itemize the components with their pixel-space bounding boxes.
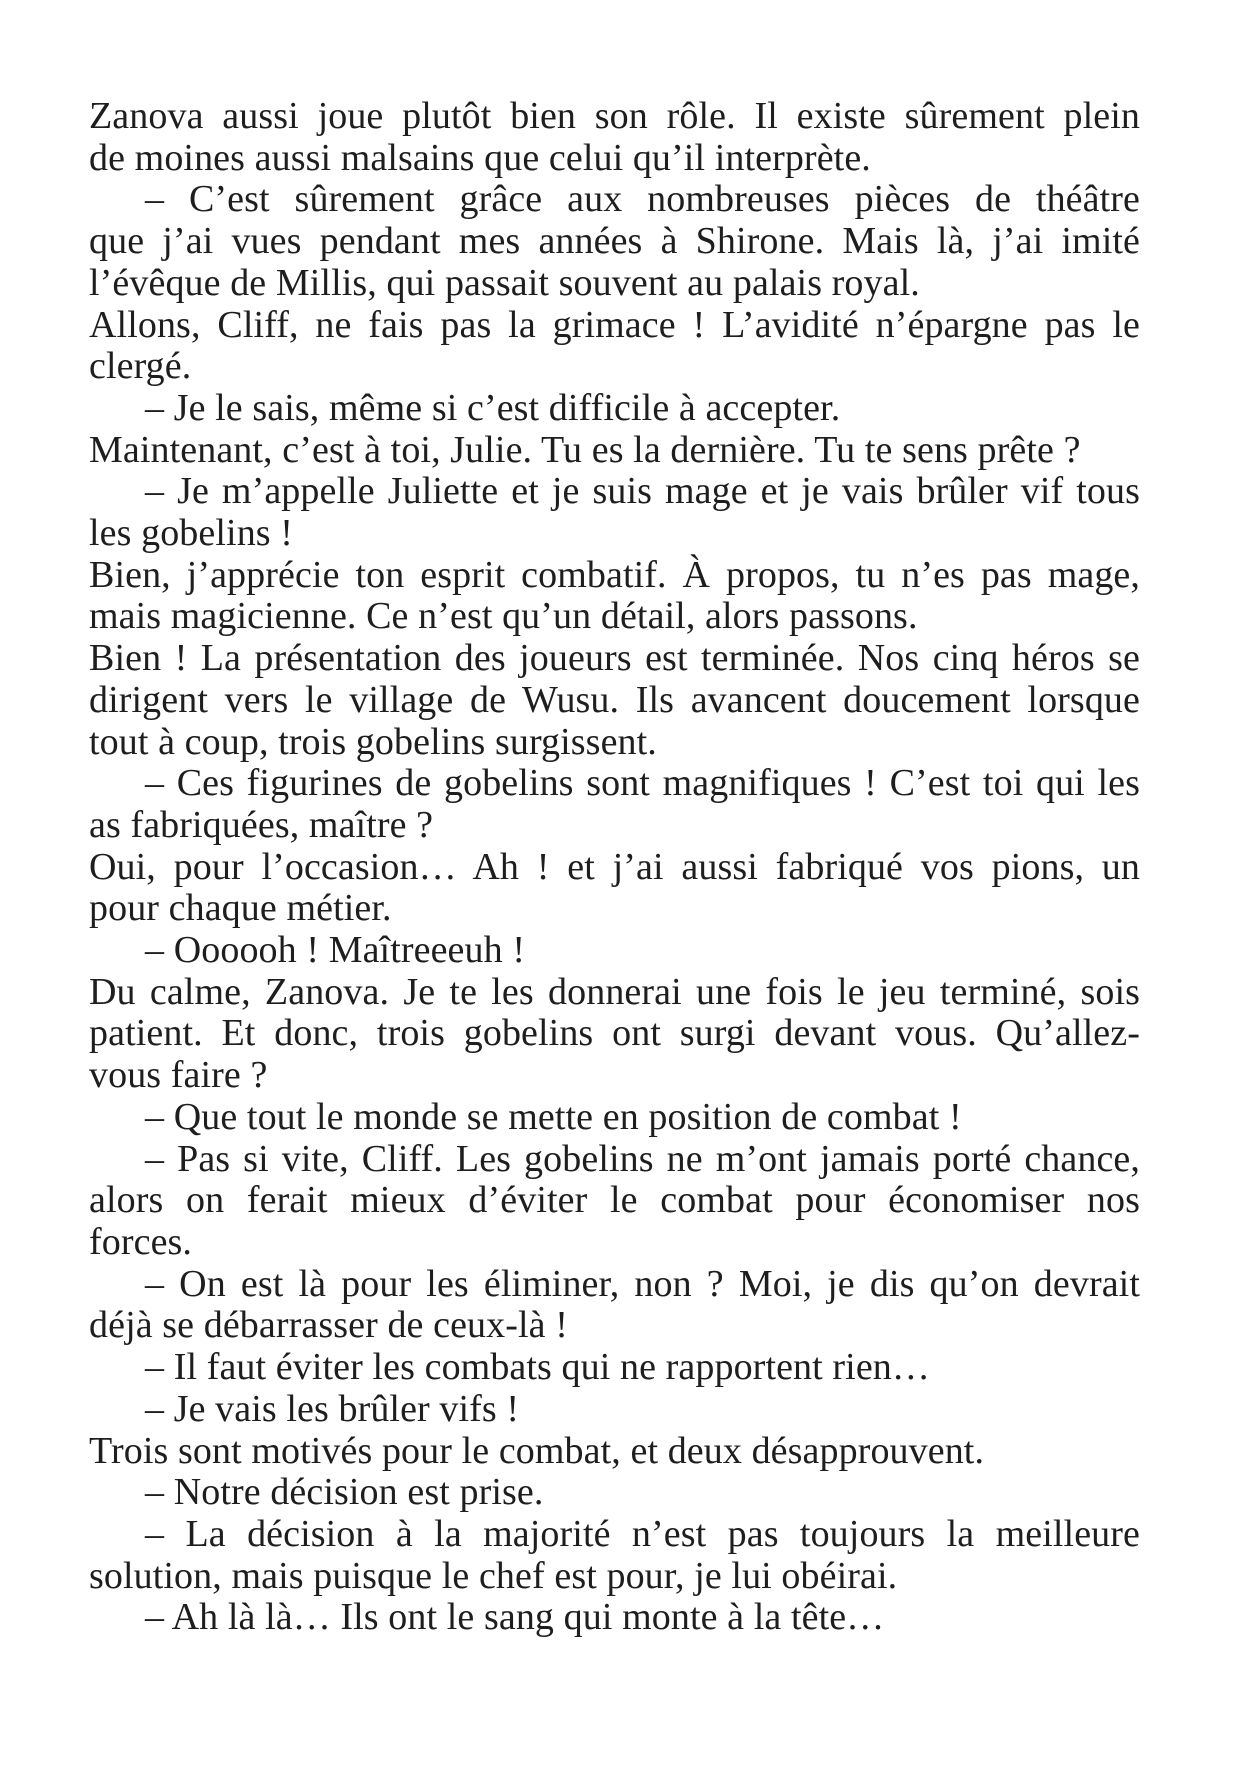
text-line: – Que tout le monde se mette en position de combat ! — [145, 1095, 962, 1138]
text-line: vous faire ? — [89, 1054, 268, 1097]
text-line: forces. — [89, 1220, 193, 1263]
text-line: Zanova aussi joue plutôt bien son rôle. Il existe sûrement plein — [89, 95, 1140, 137]
paragraph-dialogue — [89, 1597, 1140, 1639]
text-line: – Pas si vite, Cliff. Les gobelins ne m’ont jamais porté chance, — [145, 1137, 1140, 1180]
paragraph-dialogue — [89, 763, 1140, 846]
text-line: – Il faut éviter les combats qui ne rapportent rien… — [145, 1346, 930, 1389]
text-line: solution, mais puisque le chef est pour, je lui obéirai. — [89, 1554, 898, 1597]
paragraph-narration — [89, 430, 1140, 472]
paragraph-narration — [89, 638, 1140, 763]
paragraph-dialogue — [89, 1264, 1140, 1347]
text-line: Trois sont motivés pour le combat, et deux désapprouvent. — [89, 1429, 985, 1472]
paragraph-narration — [89, 96, 1140, 179]
text-line: Bien ! La présentation des joueurs est terminée. Nos cinq héros se — [89, 637, 1140, 680]
text-line: – Ces figurines de gobelins sont magnifiques ! C’est toi qui les — [145, 762, 1140, 805]
text-line: patient. Et donc, trois gobelins ont surgi devant vous. Qu’allez- — [89, 1012, 1140, 1055]
text-line: – C’est sûrement grâce aux nombreuses pièces de théâtre — [145, 178, 1140, 221]
paragraph-dialogue — [89, 1139, 1140, 1264]
text-line: dirigent vers le village de Wusu. Ils avancent doucement lorsque — [89, 678, 1140, 721]
text-line: Bien, j’apprécie ton esprit combatif. À propos, tu n’es pas mage, — [89, 553, 1140, 596]
text-line: – Notre décision est prise. — [145, 1471, 544, 1514]
paragraph-dialogue — [89, 1472, 1140, 1514]
text-line: alors on ferait mieux d’éviter le combat pour économiser nos — [89, 1179, 1140, 1222]
paragraph-narration — [89, 1431, 1140, 1473]
text-line: – Je le sais, même si c’est difficile à accepter. — [145, 386, 841, 429]
paragraph-narration — [89, 972, 1140, 1097]
text-line: de moines aussi malsains que celui qu’il interprète. — [89, 136, 871, 179]
text-line: pour chaque métier. — [89, 887, 392, 930]
paragraph-narration — [89, 847, 1140, 930]
paragraph-narration — [89, 305, 1140, 388]
text-line: – La décision à la majorité n’est pas toujours la meilleure — [145, 1512, 1140, 1555]
text-line: – Je m’appelle Juliette et je suis mage et je vais brûler vif tous — [145, 470, 1140, 513]
text-line: Oui, pour l’occasion… Ah ! et j’ai aussi fabriqué vos pions, un — [89, 845, 1140, 888]
text-line: – Je vais les brûler vifs ! — [145, 1387, 520, 1430]
text-line: l’évêque de Millis, qui passait souvent au palais royal. — [89, 261, 920, 304]
text-line: – On est là pour les éliminer, non ? Moi, je dis qu’on devrait — [145, 1262, 1140, 1305]
paragraph-dialogue — [89, 388, 1140, 430]
text-line: Allons, Cliff, ne fais pas la grimace ! L’avidité n’épargne pas le — [89, 303, 1140, 346]
text-line: mais magicienne. Ce n’est qu’un détail, alors passons. — [89, 595, 918, 638]
paragraph-narration — [89, 555, 1140, 638]
text-line: déjà se débarrasser de ceux-là ! — [89, 1304, 568, 1347]
paragraph-dialogue — [89, 1347, 1140, 1389]
text-line: – Ah là là… Ils ont le sang qui monte à la tête… — [145, 1596, 885, 1639]
paragraph-dialogue — [89, 471, 1140, 554]
text-line: que j’ai vues pendant mes années à Shirone. Mais là, j’ai imité — [89, 220, 1140, 263]
text-line: Du calme, Zanova. Je te les donnerai une fois le jeu terminé, sois — [89, 970, 1140, 1013]
text-line: – Oooooh ! Maîtreeeuh ! — [145, 929, 526, 972]
paragraph-dialogue — [89, 930, 1140, 972]
text-block — [89, 96, 1140, 1639]
paragraph-dialogue — [89, 1097, 1140, 1139]
text-line: as fabriquées, maître ? — [89, 803, 434, 846]
text-line: clergé. — [89, 345, 192, 388]
paragraph-dialogue — [89, 1514, 1140, 1597]
text-line: tout à coup, trois gobelins surgissent. — [89, 720, 657, 763]
text-line: Maintenant, c’est à toi, Julie. Tu es la dernière. Tu te sens prête ? — [89, 428, 1081, 471]
text-line: les gobelins ! — [89, 512, 294, 555]
paragraph-dialogue — [89, 179, 1140, 304]
paragraph-dialogue — [89, 1389, 1140, 1431]
